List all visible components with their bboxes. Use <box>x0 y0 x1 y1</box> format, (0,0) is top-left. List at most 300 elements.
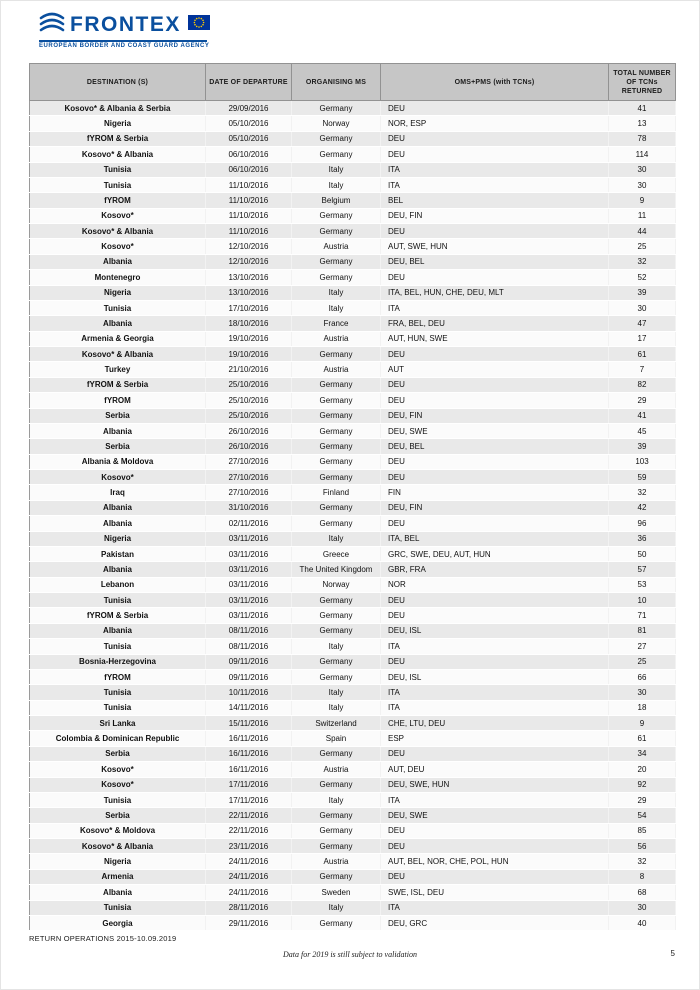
total-cell: 59 <box>609 470 676 485</box>
oms-pms-cell: DEU <box>381 101 609 116</box>
total-cell: 27 <box>609 639 676 654</box>
oms-pms-cell: DEU <box>381 654 609 669</box>
total-cell: 17 <box>609 331 676 346</box>
oms-pms-cell: ITA <box>381 300 609 315</box>
organising-ms-cell: Italy <box>292 639 381 654</box>
table-row <box>30 639 676 654</box>
oms-pms-cell: ITA <box>381 900 609 915</box>
date-cell: 15/11/2016 <box>206 716 292 731</box>
table-row <box>30 577 676 592</box>
date-cell: 03/11/2016 <box>206 562 292 577</box>
date-cell: 08/11/2016 <box>206 639 292 654</box>
destination-cell: Armenia <box>30 869 206 884</box>
oms-pms-cell: FIN <box>381 485 609 500</box>
table-row <box>30 347 676 362</box>
total-cell: 32 <box>609 485 676 500</box>
oms-pms-cell: DEU <box>381 131 609 146</box>
date-cell: 25/10/2016 <box>206 408 292 423</box>
date-cell: 26/10/2016 <box>206 423 292 438</box>
total-cell: 47 <box>609 316 676 331</box>
total-cell: 114 <box>609 147 676 162</box>
oms-pms-cell: DEU, GRC <box>381 915 609 930</box>
destination-cell: Armenia & Georgia <box>30 331 206 346</box>
organising-ms-cell: Germany <box>292 423 381 438</box>
oms-pms-cell: DEU <box>381 377 609 392</box>
table-row <box>30 792 676 807</box>
organising-ms-cell: Germany <box>292 224 381 239</box>
total-cell: 85 <box>609 823 676 838</box>
total-cell: 10 <box>609 593 676 608</box>
total-cell: 103 <box>609 454 676 469</box>
oms-pms-cell: ITA, BEL <box>381 531 609 546</box>
oms-pms-cell: DEU, ISL <box>381 623 609 638</box>
col-header-destination: DESTINATION (S) <box>30 64 206 101</box>
table-row <box>30 700 676 715</box>
col-header-organising-ms: ORGANISING MS <box>292 64 381 101</box>
date-cell: 17/11/2016 <box>206 777 292 792</box>
destination-cell: Kosovo* & Albania <box>30 147 206 162</box>
organising-ms-cell: Italy <box>292 900 381 915</box>
frontex-logo <box>39 11 210 49</box>
table-row <box>30 239 676 254</box>
organising-ms-cell: Belgium <box>292 193 381 208</box>
destination-cell: Tunisia <box>30 900 206 915</box>
table-row <box>30 608 676 623</box>
date-cell: 05/10/2016 <box>206 116 292 131</box>
destination-cell: Albania <box>30 316 206 331</box>
organising-ms-cell: Italy <box>292 300 381 315</box>
date-cell: 11/10/2016 <box>206 177 292 192</box>
organising-ms-cell: Sweden <box>292 885 381 900</box>
date-cell: 24/11/2016 <box>206 885 292 900</box>
oms-pms-cell: DEU <box>381 393 609 408</box>
page-number: 5 <box>670 949 675 958</box>
organising-ms-cell: Germany <box>292 377 381 392</box>
oms-pms-cell: DEU <box>381 270 609 285</box>
destination-cell: fYROM <box>30 193 206 208</box>
date-cell: 25/10/2016 <box>206 377 292 392</box>
oms-pms-cell: CHE, LTU, DEU <box>381 716 609 731</box>
destination-cell: Tunisia <box>30 792 206 807</box>
date-cell: 12/10/2016 <box>206 239 292 254</box>
table-row <box>30 224 676 239</box>
destination-cell: fYROM & Serbia <box>30 377 206 392</box>
organising-ms-cell: Greece <box>292 546 381 561</box>
destination-cell: Nigeria <box>30 285 206 300</box>
date-cell: 22/11/2016 <box>206 823 292 838</box>
total-cell: 7 <box>609 362 676 377</box>
table-row <box>30 377 676 392</box>
oms-pms-cell: ITA <box>381 700 609 715</box>
oms-pms-cell: ITA, BEL, HUN, CHE, DEU, MLT <box>381 285 609 300</box>
organising-ms-cell: Italy <box>292 162 381 177</box>
table-row <box>30 885 676 900</box>
table-row <box>30 208 676 223</box>
destination-cell: Lebanon <box>30 577 206 592</box>
total-cell: 9 <box>609 193 676 208</box>
date-cell: 13/10/2016 <box>206 285 292 300</box>
date-cell: 08/11/2016 <box>206 623 292 638</box>
organising-ms-cell: Germany <box>292 408 381 423</box>
oms-pms-cell: DEU, FIN <box>381 208 609 223</box>
destination-cell: Pakistan <box>30 546 206 561</box>
organising-ms-cell: Germany <box>292 839 381 854</box>
table-row <box>30 470 676 485</box>
destination-cell: Serbia <box>30 439 206 454</box>
total-cell: 36 <box>609 531 676 546</box>
oms-pms-cell: NOR <box>381 577 609 592</box>
date-cell: 26/10/2016 <box>206 439 292 454</box>
destination-cell: Montenegro <box>30 270 206 285</box>
logo-divider <box>39 40 207 42</box>
table-row <box>30 362 676 377</box>
total-cell: 82 <box>609 377 676 392</box>
destination-cell: Tunisia <box>30 162 206 177</box>
organising-ms-cell: Italy <box>292 531 381 546</box>
destination-cell: Tunisia <box>30 685 206 700</box>
oms-pms-cell: ITA <box>381 639 609 654</box>
date-cell: 09/11/2016 <box>206 654 292 669</box>
table-row <box>30 669 676 684</box>
frontex-waves-icon <box>39 11 65 38</box>
table-row <box>30 562 676 577</box>
date-cell: 03/11/2016 <box>206 593 292 608</box>
eu-flag-icon <box>188 15 210 35</box>
total-cell: 92 <box>609 777 676 792</box>
destination-cell: Serbia <box>30 808 206 823</box>
organising-ms-cell: Germany <box>292 470 381 485</box>
organising-ms-cell: Austria <box>292 362 381 377</box>
destination-cell: Serbia <box>30 746 206 761</box>
total-cell: 8 <box>609 869 676 884</box>
oms-pms-cell: DEU <box>381 516 609 531</box>
table-row <box>30 300 676 315</box>
oms-pms-cell: ITA <box>381 792 609 807</box>
destination-cell: fYROM & Serbia <box>30 608 206 623</box>
oms-pms-cell: DEU <box>381 593 609 608</box>
oms-pms-cell: SWE, ISL, DEU <box>381 885 609 900</box>
oms-pms-cell: BEL <box>381 193 609 208</box>
oms-pms-cell: DEU, SWE <box>381 423 609 438</box>
organising-ms-cell: Austria <box>292 331 381 346</box>
destination-cell: Nigeria <box>30 531 206 546</box>
table-row <box>30 393 676 408</box>
total-cell: 71 <box>609 608 676 623</box>
col-header-oms-pms: OMS+PMS (with TCNs) <box>381 64 609 101</box>
destination-cell: Albania <box>30 562 206 577</box>
total-cell: 18 <box>609 700 676 715</box>
oms-pms-cell: ITA <box>381 162 609 177</box>
organising-ms-cell: Germany <box>292 131 381 146</box>
destination-cell: Albania <box>30 885 206 900</box>
table-row <box>30 762 676 777</box>
table-row <box>30 915 676 930</box>
organising-ms-cell: Italy <box>292 285 381 300</box>
table-row <box>30 408 676 423</box>
date-cell: 27/10/2016 <box>206 485 292 500</box>
date-cell: 17/11/2016 <box>206 792 292 807</box>
destination-cell: Tunisia <box>30 300 206 315</box>
date-cell: 31/10/2016 <box>206 500 292 515</box>
oms-pms-cell: AUT, DEU <box>381 762 609 777</box>
organising-ms-cell: Germany <box>292 593 381 608</box>
oms-pms-cell: DEU <box>381 746 609 761</box>
destination-cell: Kosovo* & Albania <box>30 224 206 239</box>
organising-ms-cell: Austria <box>292 762 381 777</box>
date-cell: 24/11/2016 <box>206 869 292 884</box>
total-cell: 30 <box>609 177 676 192</box>
col-header-date: DATE OF DEPARTURE <box>206 64 292 101</box>
returns-table-body <box>30 101 676 931</box>
date-cell: 23/11/2016 <box>206 839 292 854</box>
total-cell: 41 <box>609 408 676 423</box>
date-cell: 24/11/2016 <box>206 854 292 869</box>
total-cell: 30 <box>609 162 676 177</box>
destination-cell: fYROM <box>30 393 206 408</box>
organising-ms-cell: Italy <box>292 685 381 700</box>
total-cell: 78 <box>609 131 676 146</box>
total-cell: 81 <box>609 623 676 638</box>
destination-cell: Kosovo* & Albania & Serbia <box>30 101 206 116</box>
destination-cell: Albania <box>30 254 206 269</box>
footer-validation-note: Data for 2019 is still subject to validation <box>283 950 417 959</box>
date-cell: 05/10/2016 <box>206 131 292 146</box>
oms-pms-cell: DEU <box>381 347 609 362</box>
organising-ms-cell: The United Kingdom <box>292 562 381 577</box>
date-cell: 16/11/2016 <box>206 762 292 777</box>
total-cell: 53 <box>609 577 676 592</box>
table-row <box>30 116 676 131</box>
destination-cell: Albania <box>30 423 206 438</box>
date-cell: 16/11/2016 <box>206 746 292 761</box>
date-cell: 18/10/2016 <box>206 316 292 331</box>
destination-cell: Tunisia <box>30 639 206 654</box>
total-cell: 57 <box>609 562 676 577</box>
destination-cell: Georgia <box>30 915 206 930</box>
table-row <box>30 731 676 746</box>
destination-cell: Kosovo* & Albania <box>30 839 206 854</box>
table-row <box>30 854 676 869</box>
date-cell: 11/10/2016 <box>206 208 292 223</box>
date-cell: 14/11/2016 <box>206 700 292 715</box>
oms-pms-cell: DEU <box>381 608 609 623</box>
oms-pms-cell: DEU, FIN <box>381 408 609 423</box>
table-row <box>30 716 676 731</box>
table-row <box>30 101 676 116</box>
organising-ms-cell: Germany <box>292 669 381 684</box>
organising-ms-cell: Germany <box>292 439 381 454</box>
destination-cell: Albania <box>30 623 206 638</box>
table-row <box>30 147 676 162</box>
organising-ms-cell: Germany <box>292 623 381 638</box>
organising-ms-cell: Germany <box>292 393 381 408</box>
total-cell: 68 <box>609 885 676 900</box>
total-cell: 50 <box>609 546 676 561</box>
total-cell: 45 <box>609 423 676 438</box>
table-row <box>30 900 676 915</box>
date-cell: 06/10/2016 <box>206 147 292 162</box>
destination-cell: Kosovo* & Moldova <box>30 823 206 838</box>
organising-ms-cell: Italy <box>292 700 381 715</box>
date-cell: 29/11/2016 <box>206 915 292 930</box>
date-cell: 17/10/2016 <box>206 300 292 315</box>
destination-cell: Kosovo* & Albania <box>30 347 206 362</box>
total-cell: 61 <box>609 347 676 362</box>
date-cell: 02/11/2016 <box>206 516 292 531</box>
organising-ms-cell: Spain <box>292 731 381 746</box>
table-row <box>30 623 676 638</box>
date-cell: 03/11/2016 <box>206 546 292 561</box>
date-cell: 10/11/2016 <box>206 685 292 700</box>
table-row <box>30 423 676 438</box>
table-row <box>30 777 676 792</box>
total-cell: 96 <box>609 516 676 531</box>
table-row <box>30 285 676 300</box>
destination-cell: Kosovo* <box>30 762 206 777</box>
date-cell: 19/10/2016 <box>206 331 292 346</box>
destination-cell: fYROM & Serbia <box>30 131 206 146</box>
total-cell: 39 <box>609 439 676 454</box>
frontex-wordmark: FRONTEX <box>70 12 181 36</box>
table-row <box>30 500 676 515</box>
footer-report-title: RETURN OPERATIONS 2015-10.09.2019 <box>29 934 177 943</box>
table-row <box>30 546 676 561</box>
total-cell: 9 <box>609 716 676 731</box>
total-cell: 42 <box>609 500 676 515</box>
date-cell: 21/10/2016 <box>206 362 292 377</box>
total-cell: 41 <box>609 101 676 116</box>
returns-table <box>29 63 676 931</box>
total-cell: 32 <box>609 254 676 269</box>
total-cell: 29 <box>609 792 676 807</box>
total-cell: 13 <box>609 116 676 131</box>
frontex-subtitle: EUROPEAN BORDER AND COAST GUARD AGENCY <box>39 43 210 49</box>
date-cell: 16/11/2016 <box>206 731 292 746</box>
organising-ms-cell: Germany <box>292 654 381 669</box>
destination-cell: Nigeria <box>30 854 206 869</box>
oms-pms-cell: DEU, BEL <box>381 439 609 454</box>
table-row <box>30 869 676 884</box>
oms-pms-cell: AUT <box>381 362 609 377</box>
organising-ms-cell: Germany <box>292 208 381 223</box>
destination-cell: fYROM <box>30 669 206 684</box>
total-cell: 56 <box>609 839 676 854</box>
total-cell: 52 <box>609 270 676 285</box>
date-cell: 28/11/2016 <box>206 900 292 915</box>
total-cell: 30 <box>609 900 676 915</box>
date-cell: 11/10/2016 <box>206 224 292 239</box>
organising-ms-cell: Switzerland <box>292 716 381 731</box>
oms-pms-cell: DEU <box>381 869 609 884</box>
table-header-row <box>30 64 676 101</box>
table-row <box>30 162 676 177</box>
oms-pms-cell: DEU, ISL <box>381 669 609 684</box>
total-cell: 20 <box>609 762 676 777</box>
organising-ms-cell: Germany <box>292 823 381 838</box>
table-row <box>30 193 676 208</box>
date-cell: 12/10/2016 <box>206 254 292 269</box>
destination-cell: Colombia & Dominican Republic <box>30 731 206 746</box>
table-row <box>30 331 676 346</box>
table-row <box>30 454 676 469</box>
organising-ms-cell: Italy <box>292 177 381 192</box>
oms-pms-cell: DEU, SWE, HUN <box>381 777 609 792</box>
organising-ms-cell: Germany <box>292 516 381 531</box>
destination-cell: Nigeria <box>30 116 206 131</box>
destination-cell: Kosovo* <box>30 208 206 223</box>
destination-cell: Albania & Moldova <box>30 454 206 469</box>
oms-pms-cell: DEU, BEL <box>381 254 609 269</box>
organising-ms-cell: Germany <box>292 915 381 930</box>
date-cell: 25/10/2016 <box>206 393 292 408</box>
destination-cell: Tunisia <box>30 177 206 192</box>
organising-ms-cell: Germany <box>292 608 381 623</box>
oms-pms-cell: DEU <box>381 224 609 239</box>
total-cell: 32 <box>609 854 676 869</box>
oms-pms-cell: ITA <box>381 177 609 192</box>
total-cell: 30 <box>609 300 676 315</box>
oms-pms-cell: AUT, SWE, HUN <box>381 239 609 254</box>
table-row <box>30 316 676 331</box>
oms-pms-cell: DEU <box>381 839 609 854</box>
date-cell: 22/11/2016 <box>206 808 292 823</box>
oms-pms-cell: AUT, HUN, SWE <box>381 331 609 346</box>
total-cell: 40 <box>609 915 676 930</box>
destination-cell: Bosnia-Herzegovina <box>30 654 206 669</box>
oms-pms-cell: NOR, ESP <box>381 116 609 131</box>
total-cell: 11 <box>609 208 676 223</box>
organising-ms-cell: Germany <box>292 101 381 116</box>
table-row <box>30 485 676 500</box>
destination-cell: Tunisia <box>30 700 206 715</box>
table-row <box>30 177 676 192</box>
total-cell: 25 <box>609 239 676 254</box>
date-cell: 03/11/2016 <box>206 577 292 592</box>
organising-ms-cell: Germany <box>292 500 381 515</box>
organising-ms-cell: Austria <box>292 239 381 254</box>
organising-ms-cell: Germany <box>292 808 381 823</box>
date-cell: 03/11/2016 <box>206 531 292 546</box>
organising-ms-cell: Norway <box>292 577 381 592</box>
date-cell: 03/11/2016 <box>206 608 292 623</box>
destination-cell: Kosovo* <box>30 239 206 254</box>
oms-pms-cell: GBR, FRA <box>381 562 609 577</box>
date-cell: 09/11/2016 <box>206 669 292 684</box>
table-row <box>30 531 676 546</box>
table-row <box>30 270 676 285</box>
date-cell: 27/10/2016 <box>206 454 292 469</box>
date-cell: 19/10/2016 <box>206 347 292 362</box>
table-row <box>30 593 676 608</box>
date-cell: 11/10/2016 <box>206 193 292 208</box>
oms-pms-cell: DEU <box>381 454 609 469</box>
oms-pms-cell: FRA, BEL, DEU <box>381 316 609 331</box>
oms-pms-cell: ESP <box>381 731 609 746</box>
oms-pms-cell: GRC, SWE, DEU, AUT, HUN <box>381 546 609 561</box>
oms-pms-cell: DEU, SWE <box>381 808 609 823</box>
col-header-total: TOTAL NUMBER OF TCNs RETURNED <box>609 64 676 101</box>
organising-ms-cell: France <box>292 316 381 331</box>
organising-ms-cell: Germany <box>292 270 381 285</box>
total-cell: 61 <box>609 731 676 746</box>
organising-ms-cell: Norway <box>292 116 381 131</box>
destination-cell: Turkey <box>30 362 206 377</box>
organising-ms-cell: Germany <box>292 869 381 884</box>
organising-ms-cell: Germany <box>292 746 381 761</box>
date-cell: 13/10/2016 <box>206 270 292 285</box>
table-row <box>30 685 676 700</box>
organising-ms-cell: Italy <box>292 792 381 807</box>
